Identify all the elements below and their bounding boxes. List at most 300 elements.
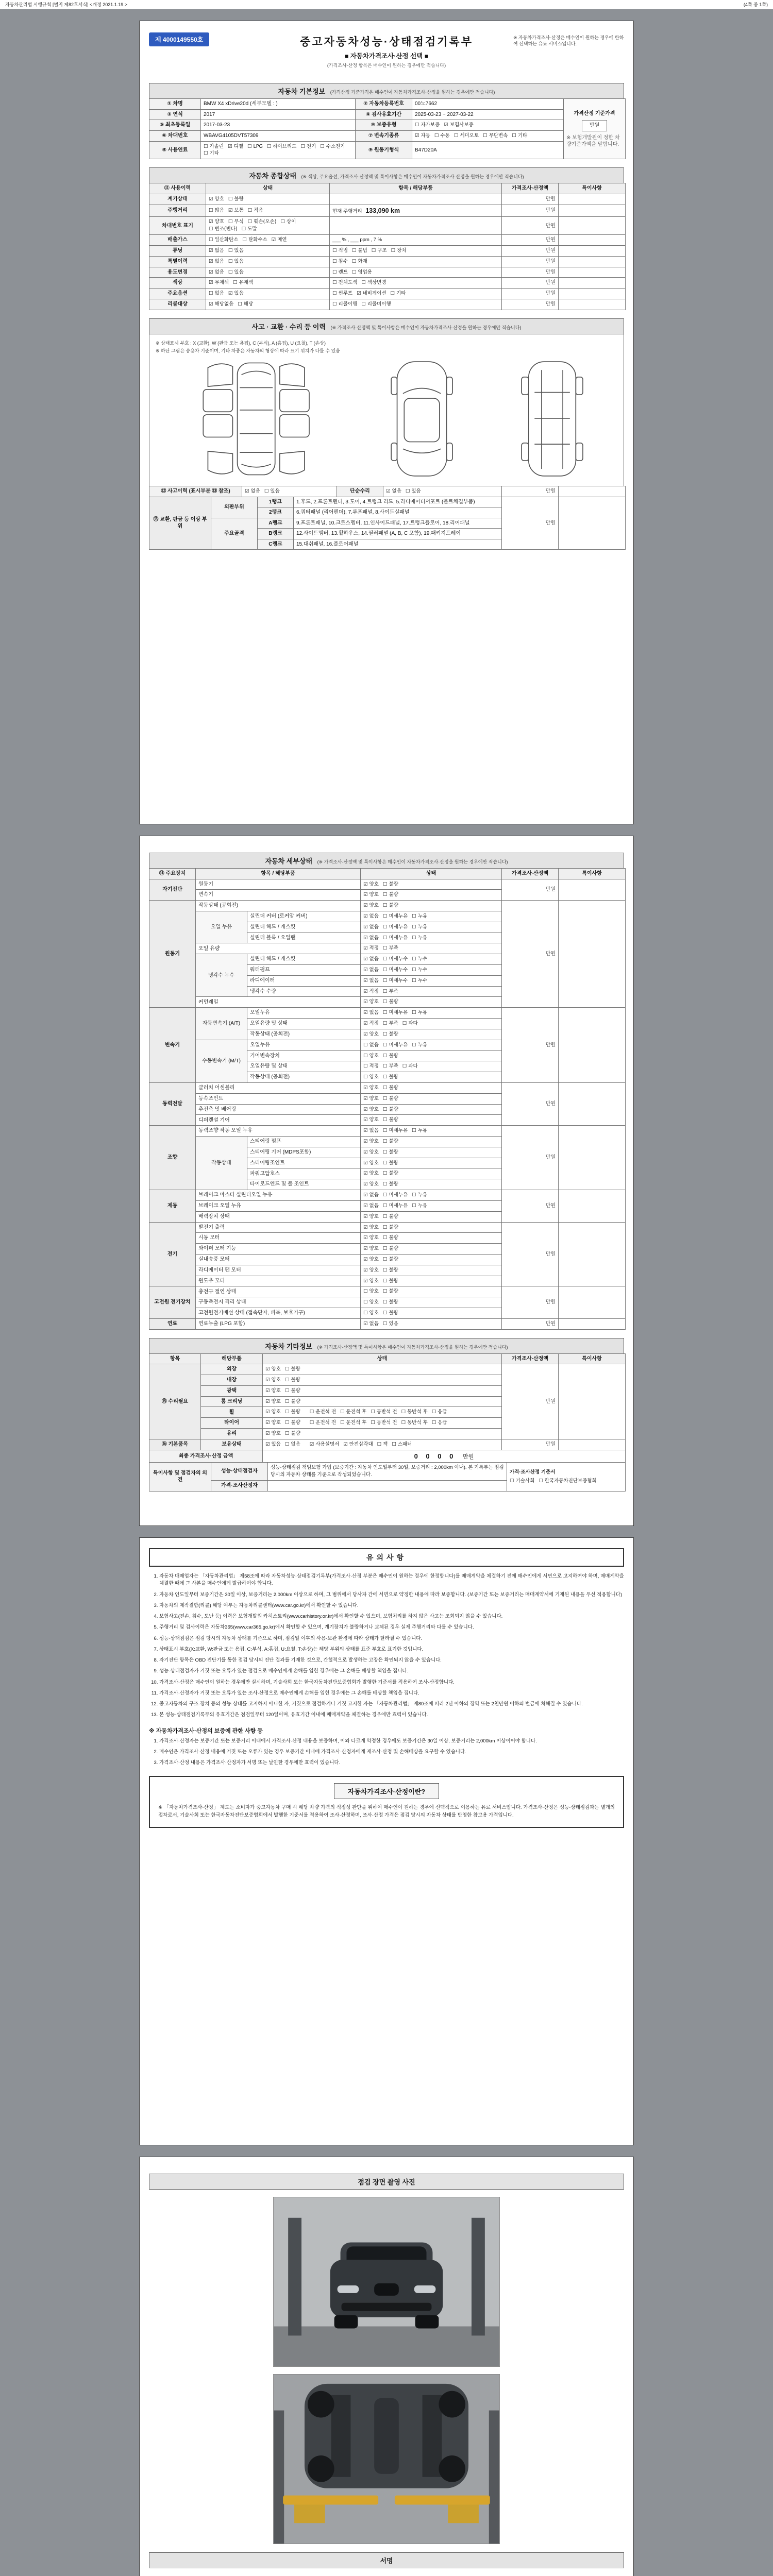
- device-state-cell: [361, 901, 502, 911]
- checkbox-불량[interactable]: ☐ 불량: [382, 1256, 398, 1262]
- page-indicator: (4쪽 중 1쪽): [743, 2, 768, 7]
- checkbox-적법[interactable]: ☐ 적법: [332, 247, 348, 253]
- checkbox-양호[interactable]: ☑ 양호: [363, 1139, 379, 1144]
- checkbox-미세누유[interactable]: ☐ 미세누유: [382, 1202, 408, 1209]
- checkbox-누유[interactable]: ☐ 누유: [412, 935, 428, 941]
- checkbox-불량[interactable]: ☐ 불량: [382, 1031, 398, 1037]
- checkbox-양호[interactable]: ☑ 양호: [363, 892, 379, 898]
- panel-rank-label: 1랭크: [258, 497, 294, 507]
- remark-cell: [559, 1008, 626, 1083]
- device-item-label: 스티어링 기어 (MDPS포함): [247, 1147, 361, 1158]
- checkbox-양호[interactable]: ☑ 양호: [265, 1409, 281, 1415]
- checkbox-부족[interactable]: ☐ 부족: [382, 1021, 398, 1027]
- checkbox-적음[interactable]: ☐ 적음: [247, 208, 263, 214]
- usage-state-cell: [206, 267, 330, 278]
- checkbox-없음[interactable]: ☑ 없음: [363, 913, 379, 919]
- checkbox-없음[interactable]: ☑ 없음: [209, 269, 224, 275]
- panel-items: 1.후드, 2.프론트펜더, 3.도어, 4.트렁크 리드, 5.라디에이터서포트 (볼트체결부품): [294, 497, 502, 507]
- checkbox-많음[interactable]: ☐ 많음: [209, 208, 224, 214]
- misc-state-cell: [263, 1375, 502, 1385]
- device-item-label: 실린더 헤드 / 개스킷: [247, 954, 361, 965]
- device-state-cell: [361, 1008, 502, 1019]
- checkbox-불량[interactable]: ☐ 불량: [382, 1117, 398, 1123]
- checkbox-없음[interactable]: ☑ 없음: [363, 935, 379, 941]
- checkbox-불량[interactable]: ☐ 불량: [382, 1053, 398, 1059]
- checkbox-양호[interactable]: ☑ 양호: [363, 1213, 379, 1219]
- checkbox-미세누유[interactable]: ☐ 미세누유: [382, 924, 408, 930]
- checkbox-양호[interactable]: ☐ 양호: [363, 1074, 379, 1080]
- checkbox-누유[interactable]: ☐ 누유: [412, 1202, 428, 1209]
- checkbox-있음[interactable]: ☐ 있음: [264, 488, 280, 494]
- device-item-label: 커먼레일: [196, 997, 361, 1008]
- checkbox-응급[interactable]: ☐ 응급: [431, 1409, 447, 1415]
- checkbox-양호[interactable]: ☑ 양호: [265, 1398, 281, 1404]
- checkbox-안전삼각대[interactable]: ☑ 안전삼각대: [343, 1441, 373, 1447]
- device-item-label: 냉각수 수량: [247, 986, 361, 997]
- panel-rank-label: B랭크: [258, 529, 294, 539]
- checkbox-있음[interactable]: ☐ 있음: [405, 488, 421, 494]
- device-subgroup-label: 수동변속기 (M/T): [196, 1040, 247, 1082]
- checkbox-불량[interactable]: ☐ 불량: [382, 1310, 398, 1316]
- checkbox-전기[interactable]: ☐ 전기: [300, 143, 316, 149]
- checkbox-훼손(오손)[interactable]: ☐ 훼손(오손): [247, 219, 277, 225]
- checkbox-양호[interactable]: ☑ 양호: [363, 1149, 379, 1155]
- basic-row-fuel: [149, 141, 626, 159]
- checkbox-불법[interactable]: ☐ 불법: [351, 247, 367, 253]
- checkbox-미세누유[interactable]: ☐ 미세누유: [382, 935, 408, 941]
- checkbox-양호[interactable]: ☑ 양호: [209, 196, 224, 202]
- checkbox-누유[interactable]: ☐ 누유: [412, 1128, 428, 1134]
- device-state-cell: [361, 1061, 502, 1072]
- remark-cell: [559, 1439, 626, 1450]
- checkbox-스패너[interactable]: ☐ 스패너: [392, 1441, 412, 1447]
- checkbox-있음[interactable]: ☐ 있음: [228, 258, 244, 264]
- checkbox-불량[interactable]: ☐ 불량: [382, 1074, 398, 1080]
- checkbox-가솔린[interactable]: ☐ 가솔린: [204, 143, 224, 149]
- form-reference: 자동차관리법 시행규칙 [별지 제82호서식] <개정 2021.1.19.>: [5, 2, 128, 7]
- checkbox-없음[interactable]: ☐ 없음: [284, 1441, 300, 1447]
- checkbox-불량[interactable]: ☐ 불량: [284, 1387, 300, 1394]
- checkbox-불량[interactable]: ☐ 불량: [382, 1278, 398, 1284]
- checkbox-색상변경[interactable]: ☐ 색상변경: [361, 280, 386, 286]
- device-group-label: 자기진단: [149, 879, 196, 901]
- device-state-cell: [361, 890, 502, 901]
- checkbox-불량[interactable]: ☐ 불량: [382, 1299, 398, 1306]
- notice-item: 13. 본 성능·상태점검기록부의 유효기간은 점검일부터 120일이며, 유효기간 이내에 매매계약을 체결하는 경우에만 효력이 있습니다.: [159, 1711, 624, 1719]
- overall-header-row: [149, 183, 626, 194]
- checkbox-운전석 전[interactable]: ☐ 운전석 전: [309, 1409, 337, 1415]
- panel-rank-label: 2랭크: [258, 507, 294, 518]
- device-state-cell: [361, 1019, 502, 1029]
- checkbox-있음[interactable]: ☐ 있음: [382, 1320, 398, 1327]
- checkbox-응급[interactable]: ☐ 응급: [431, 1420, 447, 1426]
- checkbox-없음[interactable]: ☑ 없음: [363, 1010, 379, 1016]
- checkbox-불량[interactable]: ☐ 불량: [382, 1213, 398, 1219]
- price-amount-cell: 만원: [502, 245, 559, 256]
- checkbox-없음[interactable]: ☑ 없음: [363, 967, 379, 973]
- checkbox-자동[interactable]: ☑ 자동: [415, 132, 430, 139]
- remark-cell: [559, 194, 626, 205]
- checkbox-양호[interactable]: ☐ 양호: [363, 1053, 379, 1059]
- checkbox-양호[interactable]: ☑ 양호: [363, 1031, 379, 1037]
- checkbox-적정[interactable]: ☑ 적정: [363, 988, 379, 994]
- checkbox-없음[interactable]: ☑ 없음: [245, 488, 260, 494]
- device-row: [149, 1222, 626, 1233]
- checkbox-없음[interactable]: ☑ 없음: [363, 1192, 379, 1198]
- checkbox-기타[interactable]: ☐ 기타: [512, 132, 528, 139]
- checkbox-썬루프[interactable]: ☐ 썬루프: [332, 291, 353, 297]
- section-sign-title: 서명: [380, 2557, 393, 2565]
- checkbox-양호[interactable]: ☑ 양호: [363, 1095, 379, 1101]
- checkbox-불량[interactable]: ☐ 불량: [284, 1377, 300, 1383]
- checkbox-적정[interactable]: ☐ 적정: [363, 1063, 379, 1070]
- checkbox-불량[interactable]: ☐ 불량: [284, 1409, 300, 1415]
- checkbox-네비게이션[interactable]: ☑ 네비게이션: [357, 291, 386, 297]
- checkbox-양호[interactable]: ☑ 양호: [363, 1084, 379, 1091]
- checkbox-상이[interactable]: ☐ 상이: [280, 219, 296, 225]
- checkbox-부족[interactable]: ☐ 부족: [382, 945, 398, 952]
- checkbox-불량[interactable]: ☐ 불량: [382, 1246, 398, 1252]
- checkbox-미세누유[interactable]: ☐ 미세누유: [382, 1192, 408, 1198]
- checkbox-구조[interactable]: ☐ 구조: [371, 247, 387, 253]
- section-accident: [149, 318, 624, 334]
- usage-row: [149, 299, 626, 310]
- checkbox-동반석 후[interactable]: ☐ 동반석 후: [401, 1409, 428, 1415]
- checkbox-없음[interactable]: ☑ 없음: [363, 977, 379, 984]
- overall-col-item: ⑪ 사용이력: [149, 183, 206, 194]
- device-item-label: 윈도우 모터: [196, 1276, 361, 1286]
- checkbox-미세누수[interactable]: ☐ 미세누수: [382, 977, 408, 984]
- checkbox-양호[interactable]: ☑ 양호: [265, 1420, 281, 1426]
- checkbox-불량[interactable]: ☐ 불량: [382, 1084, 398, 1091]
- checkbox-자가보증[interactable]: ☐ 자가보증: [415, 122, 440, 128]
- checkbox-보통[interactable]: ☑ 보통: [228, 208, 244, 214]
- usage-row: [149, 289, 626, 299]
- warranty-checks: [412, 120, 564, 131]
- checkbox-불량[interactable]: ☐ 불량: [382, 892, 398, 898]
- checkbox-불량[interactable]: ☐ 불량: [382, 1289, 398, 1295]
- checkbox-불량[interactable]: ☐ 불량: [382, 999, 398, 1005]
- checkbox-양호[interactable]: ☑ 양호: [209, 219, 224, 225]
- device-state-cell: [361, 1126, 502, 1137]
- checkbox-불량[interactable]: ☐ 불량: [382, 1267, 398, 1273]
- checkbox-장치[interactable]: ☐ 장치: [391, 247, 407, 253]
- transmission-label: ⑦ 변속기종류: [356, 130, 412, 141]
- accident-remark-cell: [559, 486, 626, 497]
- checkbox-누유[interactable]: ☐ 누유: [412, 913, 428, 919]
- checkbox-동반석 전[interactable]: ☐ 동반석 전: [371, 1420, 397, 1426]
- device-state-cell: [361, 1147, 502, 1158]
- device-state-cell: [361, 986, 502, 997]
- checkbox-일산화탄소[interactable]: ☐ 일산화탄소: [209, 237, 239, 243]
- checkbox-무채색[interactable]: ☑ 무채색: [209, 280, 229, 286]
- checkbox-없음[interactable]: ☑ 없음: [386, 488, 401, 494]
- checkbox-양호[interactable]: ☑ 양호: [363, 1106, 379, 1112]
- checkbox-부식[interactable]: ☐ 부식: [228, 219, 244, 225]
- checkbox-불량[interactable]: ☐ 불량: [382, 1181, 398, 1188]
- checkbox-운전석 전[interactable]: ☐ 운전석 전: [309, 1420, 337, 1426]
- checkbox-양호[interactable]: ☑ 양호: [265, 1366, 281, 1372]
- device-state-cell: [361, 1082, 502, 1093]
- checkbox-침수[interactable]: ☐ 침수: [332, 258, 348, 264]
- overall-state-table: [149, 183, 626, 310]
- device-item-label: 스티어링 펌프: [247, 1137, 361, 1147]
- device-item-label: 기어변속장치: [247, 1050, 361, 1061]
- device-state-cell: [361, 1093, 502, 1104]
- remark-cell: [559, 1082, 626, 1125]
- usage-row: [149, 267, 626, 278]
- device-item-label: 라디에이터 팬 모터: [196, 1265, 361, 1276]
- notice-item: 4. 보험사고(전손, 침수, 도난 등) 이력은 보험개발원 카히스토리(www.carhistory.or.kr)에서 확인할 수 있으며, 보험처리를 하지 않은 사고는 조회되지 않을 수 있습니다.: [159, 1613, 624, 1620]
- checkbox-불량[interactable]: ☐ 불량: [382, 1095, 398, 1101]
- section-basic-title: 자동차 기본정보: [278, 88, 326, 95]
- checkbox-운전석 후[interactable]: ☐ 운전석 후: [340, 1409, 367, 1415]
- checkbox-도말[interactable]: ☐ 도말: [241, 226, 257, 232]
- document-title: 중고자동차성능·상태점검기록부: [300, 36, 473, 48]
- car-name-value: BMW X4 xDrive20d (세부모델 : ): [201, 99, 356, 110]
- checkbox-렌트[interactable]: ☐ 렌트: [332, 269, 348, 275]
- usage-row: [149, 217, 626, 235]
- usage-row: [149, 278, 626, 289]
- checkbox-미세누수[interactable]: ☐ 미세누수: [382, 956, 408, 962]
- accident-history-row: [149, 486, 626, 497]
- notice-sub-item: 3. 가격조사·산정 내용은 가격조사·산정자가 서명 또는 날인한 경우에만 효력이 있습니다.: [159, 1759, 624, 1767]
- panel-rank-row: [149, 497, 626, 507]
- checkbox-세미오토[interactable]: ☐ 세미오토: [453, 132, 479, 139]
- usage-detail-cell: [330, 289, 502, 299]
- device-state-cell: [361, 1265, 502, 1276]
- remark-cell: [559, 1222, 626, 1286]
- checkbox-양호[interactable]: ☑ 양호: [265, 1431, 281, 1436]
- checkbox-불량[interactable]: ☐ 불량: [284, 1398, 300, 1404]
- checkbox-과다[interactable]: ☐ 과다: [402, 1063, 418, 1070]
- car-diagram-panel: [149, 334, 624, 486]
- device-item-label: 구동축전지 격리 상태: [196, 1297, 361, 1308]
- misc-state-cell: [263, 1385, 502, 1396]
- usage-detail-cell: [330, 194, 502, 205]
- checkbox-양호[interactable]: ☑ 양호: [363, 999, 379, 1005]
- checkbox-누수[interactable]: ☐ 누수: [412, 967, 428, 973]
- checkbox-불량[interactable]: ☐ 불량: [382, 1171, 398, 1177]
- device-state-cell: [361, 1233, 502, 1244]
- checkbox-불량[interactable]: ☐ 불량: [382, 881, 398, 887]
- checkbox-있음[interactable]: ☐ 있음: [228, 269, 244, 275]
- checkbox-없음[interactable]: ☑ 없음: [363, 956, 379, 962]
- section-detail: [149, 853, 624, 869]
- checkbox-있음[interactable]: ☑ 있음: [265, 1441, 281, 1447]
- usage-detail-cell: [330, 217, 502, 235]
- checkbox-LPG[interactable]: ☐ LPG: [247, 143, 263, 149]
- usage-state-cell: [206, 235, 330, 246]
- device-row: [149, 879, 626, 890]
- checkbox-미세누유[interactable]: ☐ 미세누유: [382, 1010, 408, 1016]
- checkbox-미세누유[interactable]: ☐ 미세누유: [382, 1042, 408, 1048]
- checkbox-양호[interactable]: ☑ 양호: [363, 1267, 379, 1273]
- device-state-cell: [361, 1029, 502, 1040]
- perf-inspector-opinion: 성능·상태점검 책임보험 가입 (보증기간 : 자동차 인도일부터 30일, 보증거리 : 2,000km 이내). 본 기록부는 점검 당시의 자동차 상태를 기준으로 작성되었습니다.: [268, 1463, 507, 1481]
- price-basis-doc-label: 가격·조사산정 기준서: [510, 1469, 556, 1475]
- checkbox-양호[interactable]: ☑ 양호: [363, 903, 379, 909]
- checkbox-수동[interactable]: ☐ 수동: [434, 132, 450, 139]
- checkbox-영업용[interactable]: ☐ 영업용: [351, 269, 372, 275]
- final-price-value-cell: [263, 1450, 626, 1463]
- checkbox-부족[interactable]: ☐ 부족: [382, 1063, 398, 1070]
- checkbox-미세누유[interactable]: ☐ 미세누유: [382, 913, 408, 919]
- checkbox-미세누수[interactable]: ☐ 미세누수: [382, 967, 408, 973]
- checkbox-없음[interactable]: ☐ 없음: [209, 291, 224, 297]
- device-item-label: 배력장치 상태: [196, 1211, 361, 1222]
- accident-history-checks: [242, 486, 337, 497]
- checkbox-없음[interactable]: ☐ 없음: [363, 1042, 379, 1048]
- checkbox-양호[interactable]: ☑ 양호: [363, 1160, 379, 1166]
- device-subgroup-label: 냉각수 누수: [196, 954, 247, 997]
- device-state-cell: [361, 1179, 502, 1190]
- checkbox-불량[interactable]: ☐ 불량: [382, 1235, 398, 1241]
- checkbox-잭[interactable]: ☐ 잭: [377, 1441, 388, 1447]
- checkbox-불량[interactable]: ☐ 불량: [284, 1420, 300, 1426]
- section-overall-title: 자동차 종합상태: [249, 172, 296, 180]
- checkbox-기타[interactable]: ☐ 기타: [390, 291, 406, 297]
- remark-cell: [559, 235, 626, 246]
- checkbox-탄화수소[interactable]: ☐ 탄화수소: [242, 237, 267, 243]
- misc-state-cell: [263, 1418, 502, 1429]
- checkbox-동반석 전[interactable]: ☐ 동반석 전: [371, 1409, 397, 1415]
- checkbox-변조(변타)[interactable]: ☐ 변조(변타): [209, 226, 238, 232]
- price-assessor-opinion: [268, 1481, 507, 1492]
- checkbox-양호[interactable]: ☑ 양호: [363, 1235, 379, 1241]
- checkbox-양호[interactable]: ☑ 양호: [363, 1224, 379, 1230]
- checkbox-동반석 후[interactable]: ☐ 동반석 후: [401, 1420, 428, 1426]
- usage-state-cell: [206, 194, 330, 205]
- checkbox-양호[interactable]: ☐ 양호: [363, 1289, 379, 1295]
- checkbox-없음[interactable]: ☑ 없음: [209, 258, 224, 264]
- checkbox-해당[interactable]: ☐ 해당: [238, 301, 254, 307]
- notices-title: 유의사항: [149, 1548, 624, 1567]
- checkbox-불량[interactable]: ☐ 불량: [382, 1224, 398, 1230]
- checkbox-수소전기[interactable]: ☐ 수소전기: [320, 143, 345, 149]
- checkbox-불량[interactable]: ☐ 불량: [382, 1106, 398, 1112]
- checkbox-없음[interactable]: ☑ 없음: [363, 1320, 379, 1327]
- device-state-cell: [361, 1104, 502, 1115]
- checkbox-양호[interactable]: ☑ 양호: [363, 1246, 379, 1252]
- checkbox-적정[interactable]: ☑ 적정: [363, 1021, 379, 1027]
- checkbox-없음[interactable]: ☑ 없음: [363, 1128, 379, 1134]
- checkbox-기타[interactable]: ☐ 기타: [204, 150, 219, 157]
- checkbox-있음[interactable]: ☑ 있음: [228, 291, 244, 297]
- misc-col-cat: 항목: [149, 1353, 201, 1364]
- checkbox-디젤[interactable]: ☑ 디젤: [228, 143, 243, 149]
- device-state-cell: [361, 1254, 502, 1265]
- panel-items: 6.쿼터패널 (리어펜더), 7.루프패널, 8.사이드실패널: [294, 507, 502, 518]
- checkbox-양호[interactable]: ☑ 양호: [363, 1171, 379, 1177]
- usage-detail-cell: [330, 205, 502, 217]
- checkbox-누수[interactable]: ☐ 누수: [412, 977, 428, 984]
- detail-header-row: [149, 869, 626, 879]
- checkbox-한국자동차진단보증협회[interactable]: ☐ 한국자동차진단보증협회: [539, 1478, 597, 1484]
- year-value: 2017: [201, 109, 356, 120]
- checkbox-불량[interactable]: ☐ 불량: [382, 903, 398, 909]
- checkbox-있음[interactable]: ☐ 있음: [228, 247, 244, 253]
- inspection-photo-front: [273, 2197, 500, 2367]
- checkbox-양호[interactable]: ☑ 양호: [363, 1278, 379, 1284]
- checkbox-적정[interactable]: ☑ 적정: [363, 945, 379, 952]
- section-misc: [149, 1338, 624, 1354]
- device-item-label: 브레이크 마스터 실린더오일 누유: [196, 1190, 361, 1201]
- checkbox-양호[interactable]: ☐ 양호: [363, 1310, 379, 1316]
- checkbox-누유[interactable]: ☐ 누유: [412, 1192, 428, 1198]
- device-item-label: 오일누유: [247, 1008, 361, 1019]
- reg-no-label: ② 자동차등록번호: [356, 99, 412, 110]
- checkbox-리콜미이행[interactable]: ☐ 리콜미이행: [361, 301, 391, 307]
- checkbox-양호[interactable]: ☑ 양호: [363, 1256, 379, 1262]
- checkbox-양호[interactable]: ☑ 양호: [265, 1387, 281, 1394]
- checkbox-누유[interactable]: ☐ 누유: [412, 1042, 428, 1048]
- checkbox-불량[interactable]: ☐ 불량: [284, 1431, 300, 1436]
- checkbox-없음[interactable]: ☑ 없음: [363, 1202, 379, 1209]
- checkbox-불량[interactable]: ☐ 불량: [284, 1366, 300, 1372]
- checkbox-해당없음[interactable]: ☑ 해당없음: [209, 301, 234, 307]
- checkbox-누유[interactable]: ☐ 누유: [412, 924, 428, 930]
- car-unfolded-body-diagram: [186, 357, 327, 481]
- device-item-label: 원동기: [196, 879, 361, 890]
- checkbox-불량[interactable]: ☐ 불량: [382, 1139, 398, 1144]
- checkbox-매연[interactable]: ☑ 매연: [271, 237, 287, 243]
- checkbox-과다[interactable]: ☐ 과다: [402, 1021, 418, 1027]
- device-state-cell: [361, 1190, 502, 1201]
- checkbox-부족[interactable]: ☐ 부족: [382, 988, 398, 994]
- checkbox-보험사보증[interactable]: ☑ 보험사보증: [444, 122, 474, 128]
- basic-row-name: [149, 99, 626, 110]
- device-state-cell: [361, 1244, 502, 1255]
- device-item-label: 실내송풍 모터: [196, 1254, 361, 1265]
- price-amount-cell: 만원: [502, 1008, 559, 1083]
- checkbox-없음[interactable]: ☑ 없음: [209, 247, 224, 253]
- device-item-label: 작동상태 (공회전): [196, 901, 361, 911]
- checkbox-리콜이행[interactable]: ☐ 리콜이행: [332, 301, 358, 307]
- usage-row: [149, 256, 626, 267]
- checkbox-기술사회[interactable]: ☐ 기술사회: [510, 1478, 535, 1484]
- device-state-cell: [361, 1200, 502, 1211]
- checkbox-미세누유[interactable]: ☐ 미세누유: [382, 1128, 408, 1134]
- first-reg-label: ⑤ 최초등록일: [149, 120, 201, 131]
- checkbox-사용설명서[interactable]: ☑ 사용설명서: [309, 1441, 340, 1447]
- remark-cell: [559, 267, 626, 278]
- checkbox-화재[interactable]: ☐ 화재: [351, 258, 367, 264]
- page-2: [139, 836, 634, 1526]
- checkbox-운전석 후[interactable]: ☐ 운전석 후: [340, 1420, 367, 1426]
- final-price-amount: 0 0 0 0: [414, 1452, 457, 1460]
- checkbox-불량[interactable]: ☐ 불량: [228, 196, 244, 202]
- remark-cell: [559, 1126, 626, 1190]
- checkbox-양호[interactable]: ☑ 양호: [363, 881, 379, 887]
- checkbox-무단변속[interactable]: ☐ 무단변속: [483, 132, 508, 139]
- checkbox-양호[interactable]: ☑ 양호: [265, 1377, 281, 1383]
- device-state-cell: [361, 1072, 502, 1083]
- final-price-label: 최종 가격조사·산정 금액: [149, 1450, 263, 1463]
- checkbox-양호[interactable]: ☐ 양호: [363, 1299, 379, 1306]
- checkbox-하이브리드[interactable]: ☐ 하이브리드: [266, 143, 297, 149]
- checkbox-불량[interactable]: ☐ 불량: [382, 1160, 398, 1166]
- usage-item-label: 계기상태: [149, 194, 206, 205]
- checkbox-양호[interactable]: ☑ 양호: [363, 1117, 379, 1123]
- checkbox-누유[interactable]: ☐ 누유: [412, 1010, 428, 1016]
- checkbox-유채색[interactable]: ☐ 유채색: [233, 280, 254, 286]
- checkbox-불량[interactable]: ☐ 불량: [382, 1149, 398, 1155]
- checkbox-전체도색[interactable]: ☐ 전체도색: [332, 280, 358, 286]
- checkbox-양호[interactable]: ☑ 양호: [363, 1181, 379, 1188]
- checkbox-없음[interactable]: ☑ 없음: [363, 924, 379, 930]
- checkbox-누수[interactable]: ☐ 누수: [412, 956, 428, 962]
